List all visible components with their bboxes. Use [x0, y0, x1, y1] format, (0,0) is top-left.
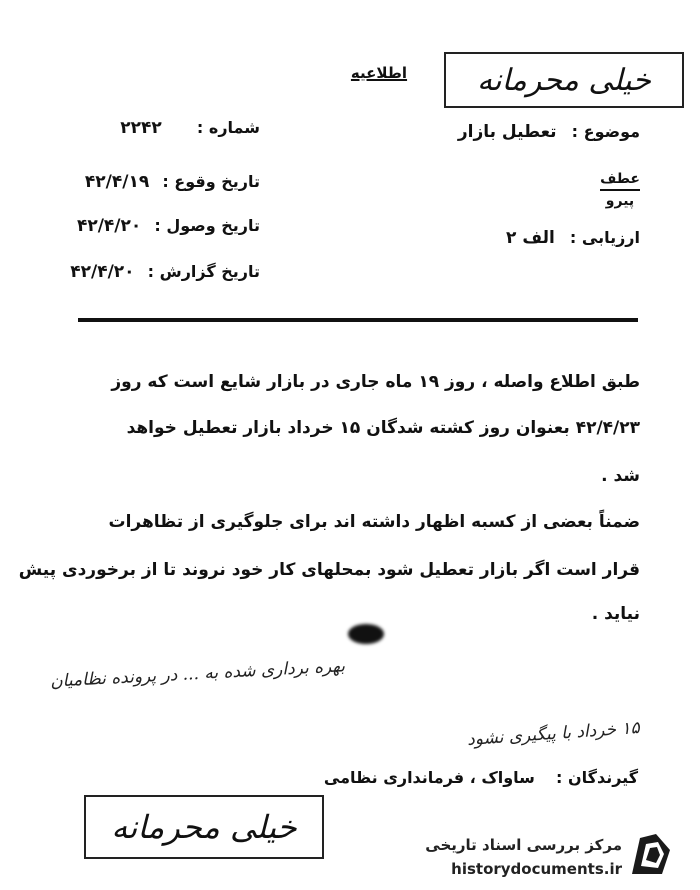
- report-value: ۴۲/۴/۲۰: [70, 262, 135, 282]
- occurrence-date-field: [55, 172, 260, 192]
- document-title: اطلاعیه: [350, 64, 408, 82]
- reference-bottom-label: پیرو: [605, 193, 635, 209]
- reference-fraction: [596, 170, 644, 210]
- top-confidential-stamp: خیلی محرمانه: [444, 52, 684, 108]
- number-field: [100, 118, 260, 138]
- evaluation-value: الف ۲: [506, 228, 555, 248]
- reference-top-label: عطف: [600, 171, 640, 187]
- archive-logo-icon: [626, 830, 676, 880]
- recipients-field: [324, 768, 638, 787]
- body-line-3: شد .: [601, 466, 640, 486]
- bottom-confidential-stamp: خیلی محرمانه: [84, 795, 324, 859]
- occurrence-value: ۴۲/۴/۱۹: [84, 172, 150, 192]
- evaluation-field: [506, 228, 640, 248]
- occurrence-label: تاریخ وقوع :: [162, 172, 260, 191]
- receipt-value: ۴۲/۴/۲۰: [76, 216, 142, 236]
- handwritten-note-2: ۱۵ خرداد با پیگیری نشود: [466, 717, 641, 751]
- number-value: ۲۲۴۲: [120, 118, 162, 138]
- receipt-date-field: [55, 216, 260, 236]
- watermark-url: historydocuments.ir: [451, 860, 622, 878]
- subject-field: [458, 122, 640, 142]
- ink-blot: [348, 624, 384, 644]
- watermark-title: مرکز بررسی اسناد تاریخی: [425, 836, 622, 854]
- body-line-6: نیاید .: [591, 604, 640, 624]
- receipt-label: تاریخ وصول :: [154, 216, 260, 235]
- report-label: تاریخ گزارش :: [147, 262, 260, 281]
- recipients-label: گیرندگان :: [556, 768, 638, 787]
- fraction-line: [600, 189, 640, 191]
- body-line-5: قرار است اگر بازار تعطیل شود بمحلهای کار خود نروند تا از برخوردی پیش: [18, 560, 640, 580]
- report-date-field: [55, 262, 260, 282]
- body-line-2: ۴۲/۴/۲۳ بعنوان روز کشته شدگان ۱۵ خرداد بازار تعطیل خواهد: [126, 418, 640, 438]
- recipients-value: ساواک ، فرمانداری نظامی: [323, 768, 535, 787]
- header-divider: [78, 318, 638, 322]
- subject-label: موضوع :: [571, 122, 640, 141]
- handwritten-note-1: بهره برداری شده به ... در پرونده نظامیان: [49, 656, 346, 692]
- subject-value: تعطیل بازار: [457, 122, 557, 142]
- evaluation-label: ارزیابی :: [569, 228, 640, 247]
- number-label: شماره :: [196, 118, 260, 137]
- body-line-1: طبق اطلاع واصله ، روز ۱۹ ماه جاری در بازار شایع است که روز: [111, 372, 640, 392]
- body-line-4: ضمناً بعضی از کسبه اظهار داشته اند برای جلوگیری از تظاهرات: [108, 512, 640, 532]
